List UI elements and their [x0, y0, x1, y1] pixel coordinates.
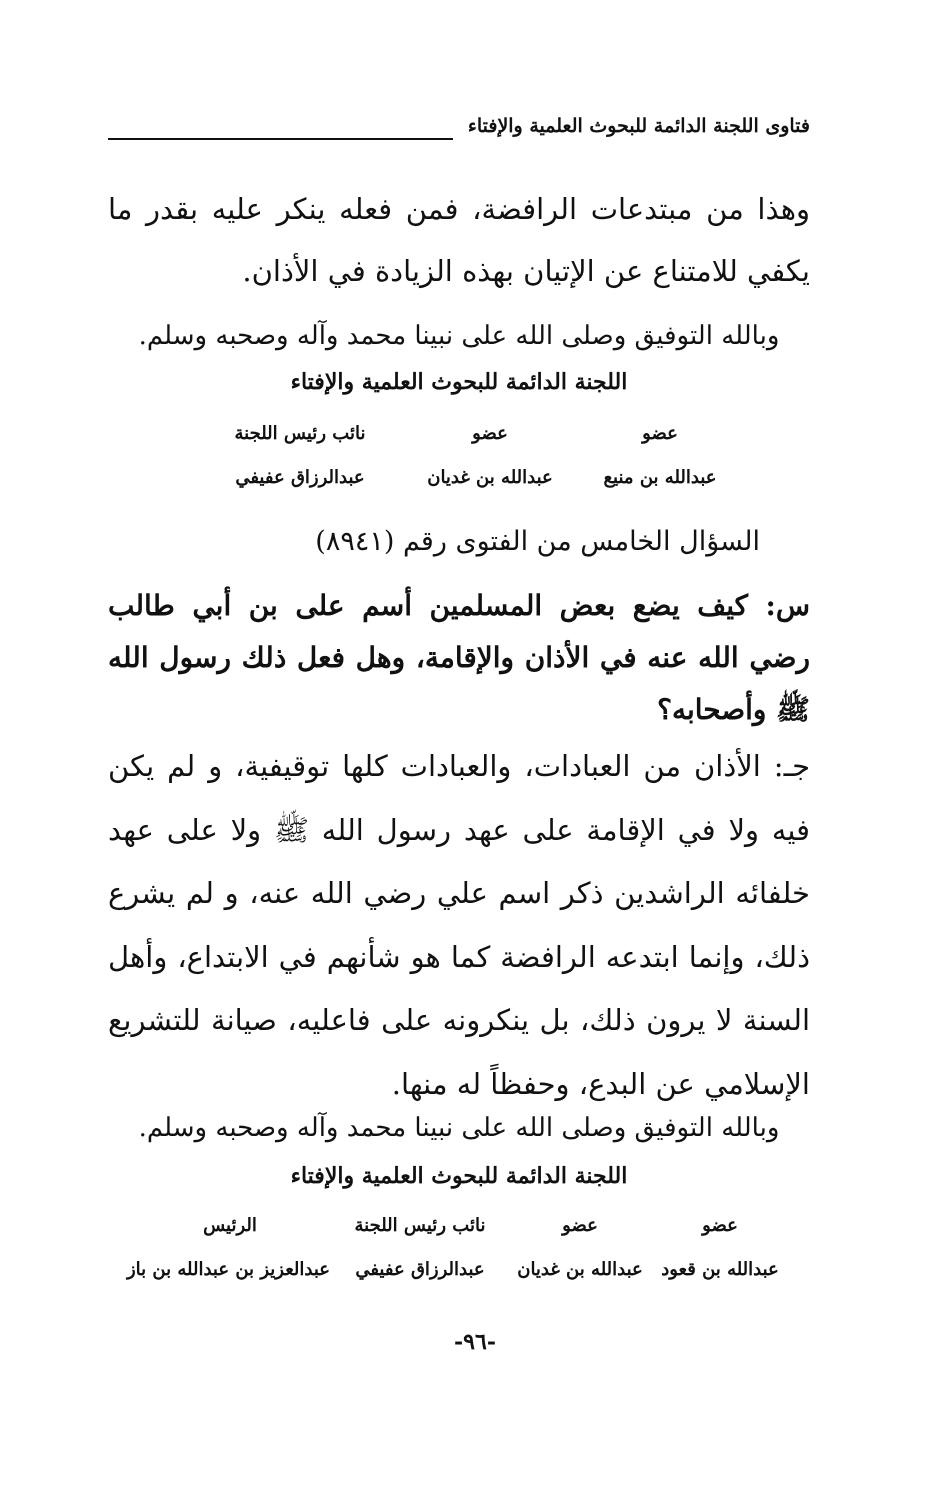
answer-text: الأذان من العبادات، والعبادات كلها توقيفية، و لم يكن فيه ولا في الإقامة على عهد رسول الله ﷺ ولا على عهد خلفائه الراشدين ذكر اسم علي رضي الله عنه، و لم يشرع ذلك، وإنما ابتدعه الرافضة كما هو شأنهم في الابتداع، وأهل السنة لا يرون ذلك، بل ينكرونه على فاعليه، صيانة للتشريع الإسلامي عن البدع، وحفظاً له منها.	[108, 749, 810, 1101]
signature-name: عبدالعزيز بن عبدالله بن باز	[126, 1259, 330, 1280]
intro-paragraph-text: وهذا من مبتدعات الرافضة، فمن فعله ينكر عليه بقدر ما يكفي للامتناع عن الإتيان بهذه الزيادة في الأذان.	[108, 192, 810, 288]
answer-label: جـ:	[773, 749, 810, 783]
signatures-1-roles	[220, 420, 720, 448]
signatures-2-names	[126, 1256, 790, 1284]
closing-formula-2: وبالله التوفيق وصلى الله على نبينا محمد وآله وصحبه وسلم.	[138, 1113, 780, 1143]
page-number: -٩٦-	[454, 1329, 496, 1355]
signature-role: نائب رئيس اللجنة	[234, 423, 366, 444]
signature-role: نائب رئيس اللجنة	[354, 1215, 486, 1236]
signatures-2-roles	[130, 1212, 790, 1240]
question-block	[108, 580, 810, 736]
section-title: السؤال الخامس من الفتوى رقم (٨٩٤١)	[315, 526, 760, 557]
signature-name: عبدالرزاق عفيفي	[235, 467, 365, 488]
signature-role: عضو	[642, 423, 678, 444]
committee-name-1: اللجنة الدائمة للبحوث العلمية والإفتاء	[290, 369, 628, 395]
signature-name: عبدالرزاق عفيفي	[355, 1259, 485, 1280]
signature-role: عضو	[702, 1215, 738, 1236]
answer-block	[108, 735, 810, 1116]
header-title: فتاوى اللجنة الدائمة للبحوث العلمية والإفتاء	[467, 115, 810, 137]
question-text: كيف يضع بعض المسلمين أسم على بن أبي طالب رضي الله عنه في الأذان والإقامة، وهل فعل ذلك رسول الله ﷺ وأصحابه؟	[108, 589, 810, 726]
closing-formula-1: وبالله التوفيق وصلى الله على نبينا محمد وآله وصحبه وسلم.	[138, 321, 780, 351]
signature-name: عبدالله بن منيع	[603, 467, 717, 488]
signature-name: عبدالله بن قعود	[661, 1259, 779, 1280]
signature-role: الرئيس	[203, 1215, 257, 1236]
signature-role: عضو	[472, 423, 508, 444]
signature-name: عبدالله بن غديان	[517, 1259, 643, 1280]
committee-name-2: اللجنة الدائمة للبحوث العلمية والإفتاء	[290, 1163, 628, 1189]
intro-paragraph	[108, 178, 810, 302]
signatures-1-names	[220, 464, 720, 492]
running-header	[108, 112, 810, 144]
question-label: س:	[765, 589, 811, 622]
header-rule	[108, 138, 453, 140]
signature-role: عضو	[562, 1215, 598, 1236]
signature-name: عبدالله بن غديان	[427, 467, 553, 488]
